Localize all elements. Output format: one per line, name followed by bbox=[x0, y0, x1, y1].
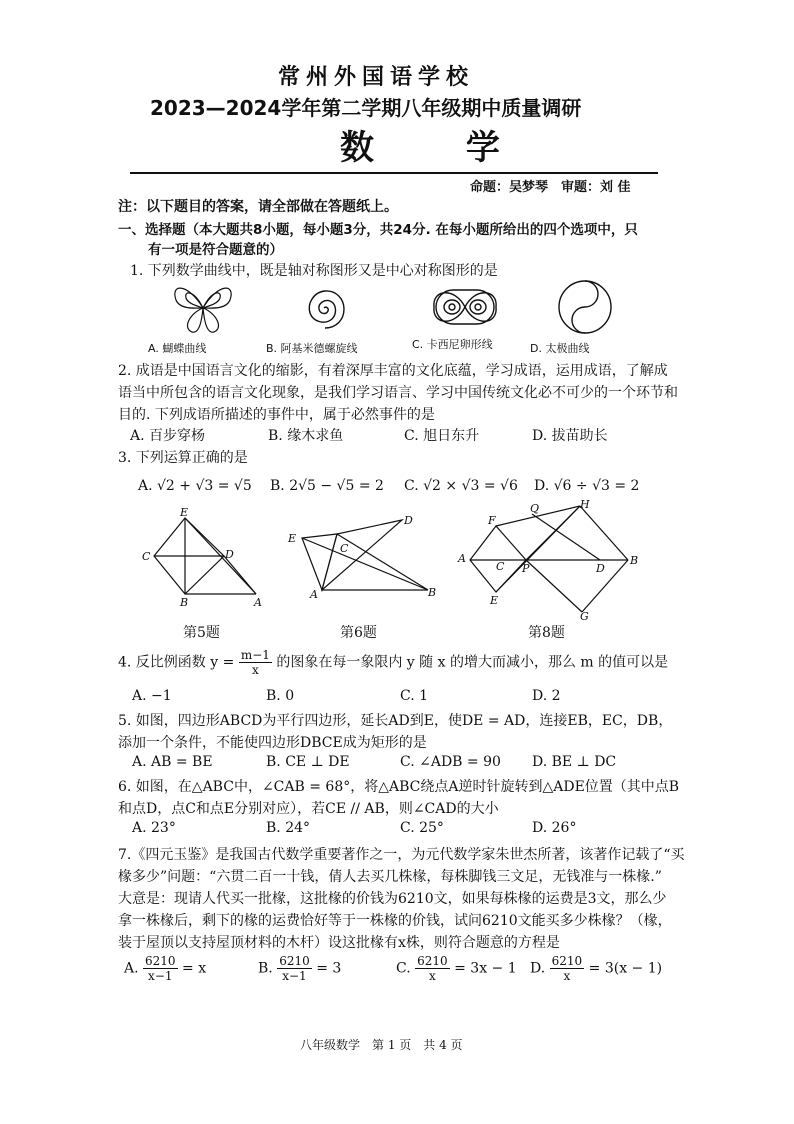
fig5-label-d: D bbox=[225, 548, 234, 561]
q7-option-d-rhs: = 3(x − 1) bbox=[588, 960, 663, 977]
author-line: 命题：吴梦琴 审题：刘 佳 bbox=[470, 180, 631, 195]
fig5-label-a: A bbox=[254, 596, 262, 608]
q5-stem-2: 添加一个条件，不能使四边形DBCE成为矩形的是 bbox=[118, 735, 427, 751]
q1-caption-d: D. 太极曲线 bbox=[530, 342, 590, 355]
q3-option-b: B. 2√5 − √5 = 2 bbox=[270, 478, 384, 494]
q7-option-c-den: x bbox=[429, 969, 436, 983]
q2-option-d: D. 拔苗助长 bbox=[532, 428, 608, 444]
fig5-label-b: B bbox=[180, 596, 189, 608]
q7-option-c-fraction bbox=[415, 954, 450, 983]
q7-option-c-num: 6210 bbox=[417, 954, 448, 968]
q6-stem-1: 6. 如图，在△ABC中，∠CAB = 68°，将△ABC绕点A逆时针旋转到△ADE位置（其中点B bbox=[118, 779, 680, 795]
fig8-label-e: E bbox=[490, 594, 499, 607]
q6-option-b: B. 24° bbox=[266, 820, 311, 836]
q7-option-c-label: C. bbox=[396, 960, 411, 977]
fig6-label-d: D bbox=[404, 514, 413, 527]
q5-stem-1: 5. 如图，四边形ABCD为平行四边形，延长AD到E，使DE = AD，连接EB，EC，DB， bbox=[118, 713, 673, 729]
fig8-label-c: C bbox=[496, 560, 505, 573]
q7-option-b-den: x−1 bbox=[282, 969, 307, 983]
figure-5-caption: 第5题 bbox=[183, 625, 220, 641]
q7-stem-2: 椽多少”问题：“六贯二百一十钱，倩人去买几株椽，每株脚钱三文足，无钱准与一株椽.” bbox=[118, 869, 662, 885]
fig8-label-f: F bbox=[488, 514, 496, 527]
q7-stem-3: 大意是：现请人代买一批椽，这批椽的价钱为6210文，如果每株椽的运费是3文，那么少 bbox=[118, 891, 667, 907]
q5-option-a: A. AB = BE bbox=[132, 754, 213, 770]
q1-caption-c: C. 卡西尼卵形线 bbox=[412, 338, 493, 351]
fig6-label-c: C bbox=[340, 542, 349, 555]
q7-option-a bbox=[124, 954, 206, 983]
cassini-oval-figure bbox=[430, 284, 500, 330]
q7-option-b bbox=[258, 954, 341, 983]
q5-option-b: B. CE ⊥ DE bbox=[266, 754, 350, 770]
q6-option-d: D. 26° bbox=[532, 820, 577, 836]
fig5-label-e: E bbox=[180, 508, 189, 519]
q7-option-a-den: x−1 bbox=[148, 969, 173, 983]
q4-stem-pre: 4. 反比例函数 y = bbox=[118, 654, 235, 671]
fig8-label-a: A bbox=[458, 552, 466, 565]
q3-option-a: A. √2 + √3 = √5 bbox=[138, 478, 252, 494]
q3-option-d: D. √6 ÷ √3 = 2 bbox=[534, 478, 640, 494]
q2-option-c: C. 旭日东升 bbox=[404, 428, 480, 444]
fig6-label-a: A bbox=[310, 588, 318, 601]
q7-option-d-den: x bbox=[563, 969, 571, 983]
q2-option-a: A. 百步穿杨 bbox=[130, 428, 206, 444]
fig8-label-q: Q bbox=[530, 502, 540, 515]
q7-stem-4: 拿一株椽后，剩下的椽的运费恰好等于一株椽的价钱，试问6210文能买多少株椽？（椽， bbox=[118, 913, 672, 929]
q2-stem-1: 2. 成语是中国语言文化的缩影，有着深厚丰富的文化底蕴，学习成语，运用成语，了解成 bbox=[118, 363, 668, 379]
q7-option-b-fraction bbox=[277, 954, 312, 983]
q1-caption-b: B. 阿基米德螺旋线 bbox=[266, 342, 358, 355]
q7-option-a-num: 6210 bbox=[145, 954, 176, 968]
q7-option-c bbox=[396, 954, 517, 983]
subject-title: 数 学 bbox=[340, 128, 540, 168]
q6-stem-2: 和点D，点C和点E分别对应），若CE // AB，则∠CAD的大小 bbox=[118, 801, 499, 817]
q7-stem-1: 7.《四元玉鉴》是我国古代数学重要著作之一，为元代数学家朱世杰所著，该著作记载了“买 bbox=[118, 847, 685, 863]
fig5-label-c: C bbox=[142, 550, 151, 563]
fig6-label-e: E bbox=[288, 532, 297, 545]
q7-stem-5: 装于屋顶以支持屋顶材料的木杆）设这批椽有x株，则符合题意的方程是 bbox=[118, 935, 560, 951]
section-title: 一、选择题（本大题共8小题，每小题3分，共24分. 在每小题所给出的四个选项中，只 bbox=[118, 222, 638, 238]
q4-stem-post: 的图象在每一象限内 y 随 x 的增大而减小，那么 m 的值可以是 bbox=[276, 654, 669, 671]
note: 注：以下题目的答案，请全部做在答题纸上。 bbox=[118, 199, 398, 215]
q3-stem: 3. 下列运算正确的是 bbox=[118, 450, 248, 466]
taiji-curve-figure bbox=[556, 278, 614, 336]
q6-option-c: C. 25° bbox=[400, 820, 444, 836]
q3-option-c: C. √2 × √3 = √6 bbox=[404, 478, 518, 494]
q5-option-c: C. ∠ADB = 90 bbox=[400, 754, 501, 770]
q4-option-a: A. −1 bbox=[132, 688, 172, 704]
q4-frac-num: m−1 bbox=[240, 648, 270, 662]
fig8-label-p: P bbox=[522, 562, 530, 575]
figure-8-caption: 第8题 bbox=[528, 625, 565, 641]
figure-6-caption: 第6题 bbox=[340, 625, 377, 641]
q7-option-a-rhs: = x bbox=[182, 960, 207, 977]
q2-stem-2: 语当中所包含的语言文化现象，是我们学习语言、学习中国传统文化必不可少的一个环节和 bbox=[118, 385, 678, 401]
q4-stem bbox=[118, 648, 668, 677]
archimedes-spiral-figure bbox=[296, 280, 352, 336]
fig6-label-b: B bbox=[428, 586, 437, 599]
figure-5 bbox=[140, 508, 270, 608]
q4-fraction bbox=[239, 648, 272, 677]
q5-option-d: D. BE ⊥ DC bbox=[532, 754, 617, 770]
q1-caption-a: A. 蝴蝶曲线 bbox=[148, 342, 207, 355]
q1-stem: 1. 下列数学曲线中，既是轴对称图形又是中心对称图形的是 bbox=[130, 263, 498, 279]
header-rule bbox=[130, 172, 658, 174]
fig8-label-g: G bbox=[580, 610, 589, 622]
q7-option-d-num: 6210 bbox=[551, 954, 583, 968]
q7-option-d-fraction bbox=[550, 954, 585, 983]
q7-option-d-label: D. bbox=[530, 960, 546, 977]
exam-title: 2023—2024学年第二学期八年级期中质量调研 bbox=[150, 96, 582, 120]
q4-frac-den: x bbox=[251, 663, 259, 677]
butterfly-curve-figure bbox=[168, 278, 238, 338]
q7-option-b-label: B. bbox=[258, 960, 273, 977]
q4-option-d: D. 2 bbox=[532, 688, 561, 704]
school-name: 常州外国语学校 bbox=[278, 65, 475, 90]
fig8-label-d: D bbox=[596, 562, 605, 575]
page-footer: 八年级数学 第 1 页 共 4 页 bbox=[300, 1038, 463, 1052]
fig8-label-h: H bbox=[580, 498, 590, 511]
q4-option-c: C. 1 bbox=[400, 688, 429, 704]
q6-option-a: A. 23° bbox=[132, 820, 176, 836]
q4-option-b: B. 0 bbox=[266, 688, 295, 704]
q7-option-a-label: A. bbox=[124, 960, 139, 977]
q2-option-b: B. 缘木求鱼 bbox=[268, 428, 344, 444]
figure-8 bbox=[456, 498, 652, 622]
figure-6 bbox=[282, 512, 442, 602]
section-title-2: 有一项是符合题意的） bbox=[148, 242, 283, 258]
q7-option-b-rhs: = 3 bbox=[316, 960, 342, 977]
fig8-label-b: B bbox=[630, 554, 639, 567]
q7-option-b-num: 6210 bbox=[279, 954, 310, 968]
q7-option-a-fraction bbox=[143, 954, 178, 983]
q7-option-d bbox=[530, 954, 662, 983]
q7-option-c-rhs: = 3x − 1 bbox=[454, 960, 517, 977]
q2-stem-3: 目的. 下列成语所描述的事件中，属于必然事件的是 bbox=[118, 407, 435, 423]
